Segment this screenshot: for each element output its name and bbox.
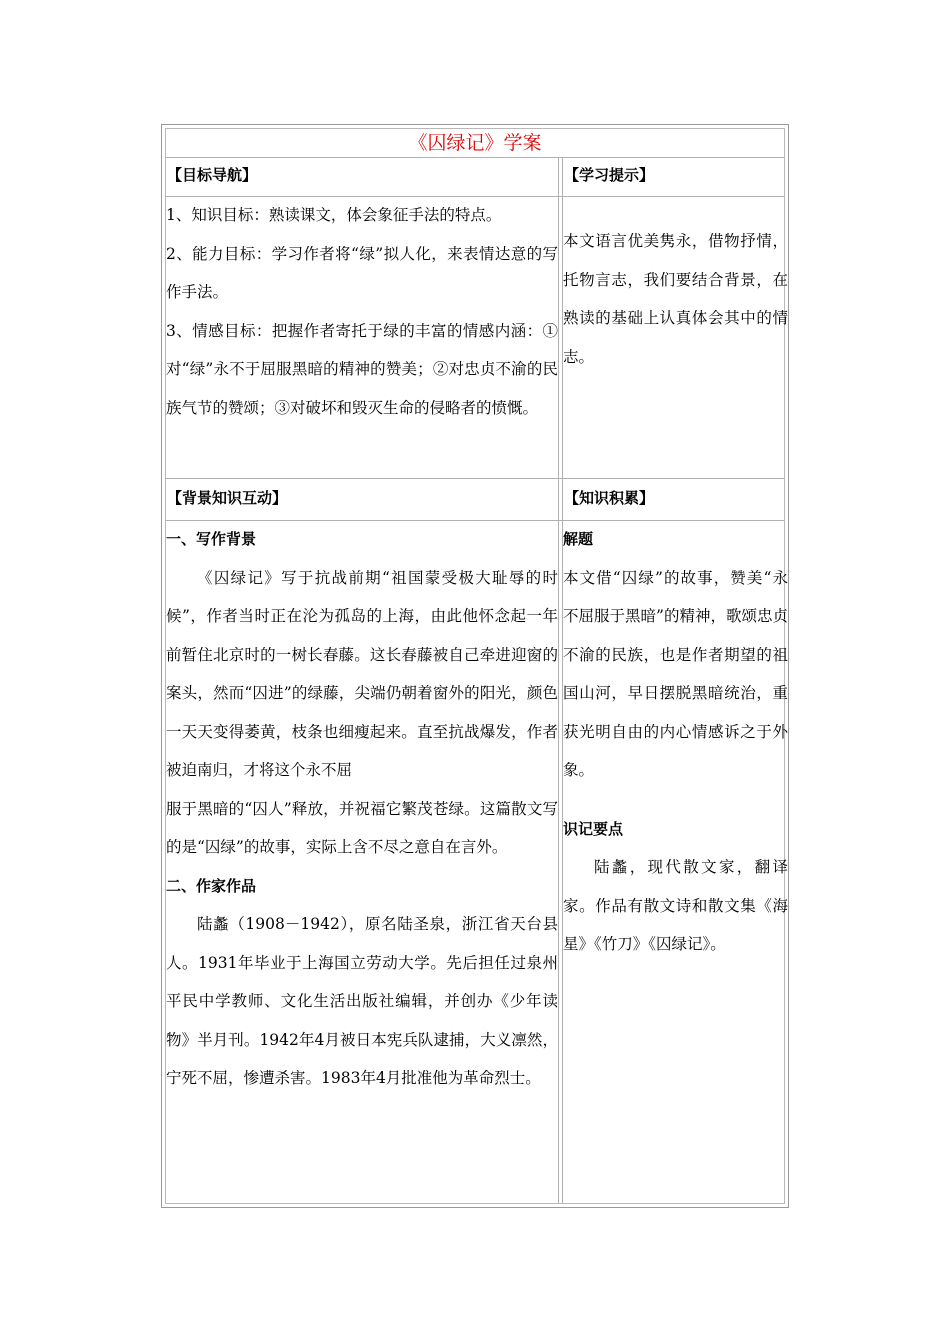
study-tips-header: 【学习提示】 (564, 166, 655, 184)
page-title: 《囚绿记》学案 (408, 132, 542, 154)
row-divider (166, 157, 784, 158)
author-works-title: 二、作家作品 (166, 876, 257, 895)
table-inner (165, 128, 788, 1204)
goal-knowledge: 1、知识目标：熟读课文，体会象征手法的特点。 (166, 206, 502, 224)
jieti-text: 本文借“囚绿”的故事，赞美“永不屈服于黑暗”的精神，歌颂忠贞不渝的民族，也是作者期望的祖国山河，早日摆脱黑暗统治，重获光明自由的内心情感诉之于外象。 (563, 568, 788, 779)
jieti-title: 解题 (563, 530, 594, 548)
goal-nav-header: 【目标导航】 (167, 166, 258, 184)
knowledge-block (563, 520, 788, 964)
writing-background-text-cont: 服于黑暗的“囚人”释放，并祝福它繁茂苍绿。这篇散文写的是“囚绿”的故事，实际上含不尽之意自在言外。 (166, 799, 558, 856)
row-divider (166, 478, 784, 479)
worksheet-table (161, 124, 789, 1208)
goal-emotion: 3、情感目标：把握作者寄托于绿的丰富的情感内涵：①对“绿”永不于屈服黑暗的精神的赞美；②对忠贞不渝的民族气节的赞颂；③对破坏和毁灭生命的侵略者的愤慨。 (166, 321, 558, 417)
goals-block (166, 196, 558, 427)
goal-ability: 2、能力目标：学习作者将“绿”拟人化，来表情达意的写作手法。 (166, 244, 558, 301)
spacer (563, 790, 788, 810)
writing-background-title: 一、写作背景 (166, 530, 257, 548)
study-tips-text: 本文语言优美隽永，借物抒情，托物言志，我们要结合背景，在熟读的基础上认真体会其中的情志。 (563, 232, 788, 366)
writing-background-text: 《囚绿记》写于抗战前期“祖国蒙受极大耻辱的时候”，作者当时正在沦为孤岛的上海，由此他怀念起一年前暂住北京时的一树长春藤。这长春藤被自己牵进迎窗的案头，然而“囚进”的绿藤，尖端仍朝着窗外的阳光，颜色一天天变得萎黄，枝条也细瘦起来。直至抗战爆发，作者被迫南归，才将这个永不屈 (166, 568, 558, 779)
key-points-title: 识记要点 (563, 819, 624, 838)
key-points-text: 陆蠡，现代散文家，翻译家。作品有散文诗和散文集《海星》《竹刀》《囚绿记》。 (563, 858, 788, 953)
column-divider (558, 157, 559, 1203)
background-block (166, 520, 558, 1098)
background-header: 【背景知识互动】 (167, 489, 288, 507)
author-works-text: 陆蠡（1908－1942），原名陆圣泉，浙江省天台县人。1931年毕业于上海国立劳动大学。先后担任过泉州平民中学教师、文化生活出版社编辑，并创办《少年读物》半月刊。1942年4月被日本宪兵队逮捕，大义凛然，宁死不屈，惨遭杀害。1983年4月批准他为革命烈士。 (166, 915, 558, 1087)
knowledge-header: 【知识积累】 (564, 489, 655, 507)
